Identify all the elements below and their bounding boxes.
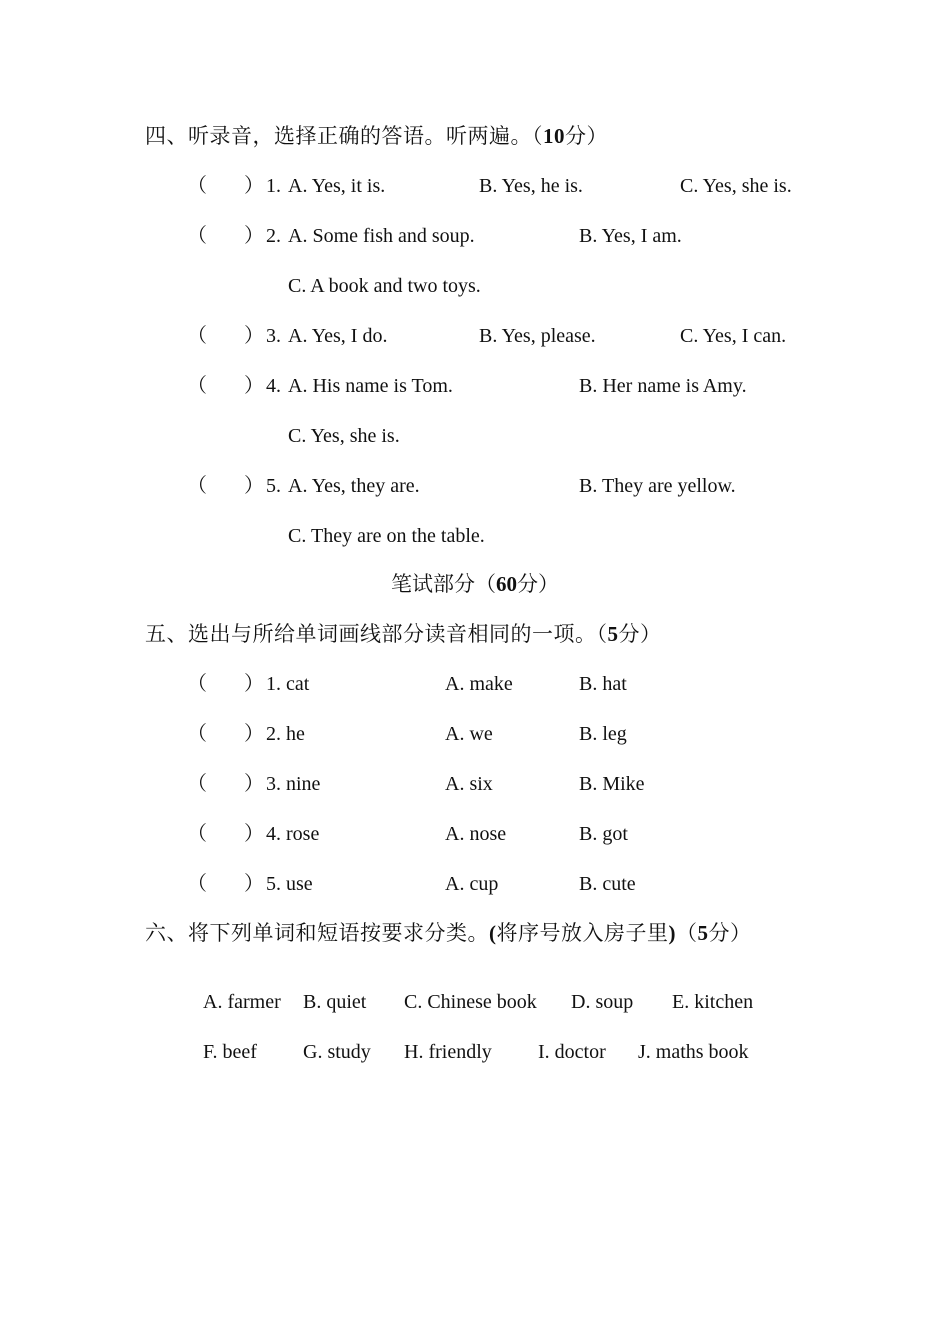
- answer-paren-open: （: [187, 873, 207, 895]
- section6-title-suffix: 分）: [708, 921, 752, 945]
- s4-question-2: [0, 224, 950, 250]
- s5-question-5: [0, 872, 950, 898]
- section6-score: 5: [697, 921, 709, 945]
- option-a: A. nose: [445, 823, 507, 845]
- answer-paren-open: （: [187, 723, 207, 745]
- section4-title: [145, 124, 608, 148]
- answer-paren-close: ）: [244, 773, 264, 795]
- answer-paren-close: ）: [244, 175, 264, 197]
- word-bank-item: A. farmer: [203, 991, 281, 1013]
- answer-paren-close: ）: [244, 873, 264, 895]
- s4-question-3: [0, 324, 950, 350]
- word-bank-item: I. doctor: [538, 1041, 606, 1063]
- s4-question-2-cont: [0, 274, 950, 300]
- section6-paren-close: ): [668, 921, 676, 945]
- answer-paren-close: ）: [244, 723, 264, 745]
- written-part-suffix: 分）: [517, 572, 559, 596]
- answer-paren-close: ）: [244, 225, 264, 247]
- word-bank-item: G. study: [303, 1041, 371, 1063]
- word-bank-row-1: [0, 990, 950, 1016]
- s5-question-4: [0, 822, 950, 848]
- option-b: B. Mike: [579, 773, 645, 795]
- section5-title-text: 五、选出与所给单词画线部分读音相同的一项。（: [145, 622, 608, 646]
- given-word: 5. use: [266, 873, 313, 895]
- answer-paren-close: ）: [244, 375, 264, 397]
- option-a: A. Yes, it is.: [288, 175, 386, 197]
- option-b: B. Her name is Amy.: [579, 375, 747, 397]
- question-number: 5.: [266, 475, 281, 497]
- answer-paren-close: ）: [244, 673, 264, 695]
- answer-paren-open: （: [187, 475, 207, 497]
- section5-title: [145, 622, 662, 646]
- word-bank-row-2: [0, 1040, 950, 1066]
- option-a: A. Yes, they are.: [288, 475, 420, 497]
- answer-paren-open: （: [187, 325, 207, 347]
- word-bank-item: F. beef: [203, 1041, 257, 1063]
- answer-paren-open: （: [187, 175, 207, 197]
- section6-score-prefix: （: [676, 921, 698, 945]
- answer-paren-open: （: [187, 773, 207, 795]
- word-bank-item: B. quiet: [303, 991, 367, 1013]
- option-a: A. His name is Tom.: [288, 375, 453, 397]
- section6-title-text: 六、将下列单词和短语按要求分类。: [145, 921, 489, 945]
- s4-question-4-cont: [0, 424, 950, 450]
- option-b: B. Yes, please.: [479, 325, 596, 347]
- option-a: A. we: [445, 723, 493, 745]
- option-c: C. Yes, she is.: [680, 175, 792, 197]
- answer-paren-close: ）: [244, 823, 264, 845]
- given-word: 4. rose: [266, 823, 320, 845]
- section5-title-suffix: 分）: [618, 622, 662, 646]
- s4-question-5: [0, 474, 950, 500]
- s5-question-1: [0, 672, 950, 698]
- word-bank-item: J. maths book: [638, 1041, 749, 1063]
- section4-title-text: 四、听录音，选择正确的答语。听两遍。（: [145, 124, 543, 148]
- option-a: A. Some fish and soup.: [288, 225, 475, 247]
- option-c: C. Yes, I can.: [680, 325, 787, 347]
- s4-question-4: [0, 374, 950, 400]
- answer-paren-close: ）: [244, 475, 264, 497]
- option-b: B. They are yellow.: [579, 475, 736, 497]
- section6-title: [145, 921, 752, 945]
- word-bank-item: C. Chinese book: [404, 991, 537, 1013]
- section6-paren-open: (: [489, 921, 497, 945]
- answer-paren-open: （: [187, 673, 207, 695]
- answer-paren-open: （: [187, 823, 207, 845]
- given-word: 3. nine: [266, 773, 321, 795]
- option-b: B. leg: [579, 723, 627, 745]
- option-b: B. Yes, he is.: [479, 175, 583, 197]
- written-part-label: 笔试部分（: [391, 572, 496, 596]
- word-bank-item: H. friendly: [404, 1041, 492, 1063]
- option-c: C. They are on the table.: [288, 525, 485, 547]
- answer-paren-close: ）: [244, 325, 264, 347]
- section4-score: 10: [543, 124, 565, 148]
- option-b: B. hat: [579, 673, 627, 695]
- option-c: C. Yes, she is.: [288, 425, 400, 447]
- option-a: A. make: [445, 673, 513, 695]
- written-part-score: 60: [496, 572, 517, 596]
- question-number: 4.: [266, 375, 281, 397]
- word-bank-item: E. kitchen: [672, 991, 754, 1013]
- s4-question-1: [0, 174, 950, 200]
- s5-question-3: [0, 772, 950, 798]
- answer-paren-open: （: [187, 375, 207, 397]
- option-b: B. Yes, I am.: [579, 225, 682, 247]
- question-number: 1.: [266, 175, 281, 197]
- word-bank-item: D. soup: [571, 991, 634, 1013]
- option-a: A. Yes, I do.: [288, 325, 388, 347]
- option-b: B. cute: [579, 873, 636, 895]
- given-word: 1. cat: [266, 673, 310, 695]
- section6-instruction: 将序号放入房子里: [496, 921, 669, 945]
- s5-question-2: [0, 722, 950, 748]
- option-b: B. got: [579, 823, 628, 845]
- option-c: C. A book and two toys.: [288, 275, 481, 297]
- written-part-title: [0, 572, 950, 596]
- option-a: A. cup: [445, 873, 499, 895]
- option-a: A. six: [445, 773, 493, 795]
- s4-question-5-cont: [0, 524, 950, 550]
- question-number: 3.: [266, 325, 281, 347]
- given-word: 2. he: [266, 723, 305, 745]
- answer-paren-open: （: [187, 225, 207, 247]
- section5-score: 5: [607, 622, 619, 646]
- question-number: 2.: [266, 225, 281, 247]
- section4-title-suffix: 分）: [565, 124, 608, 148]
